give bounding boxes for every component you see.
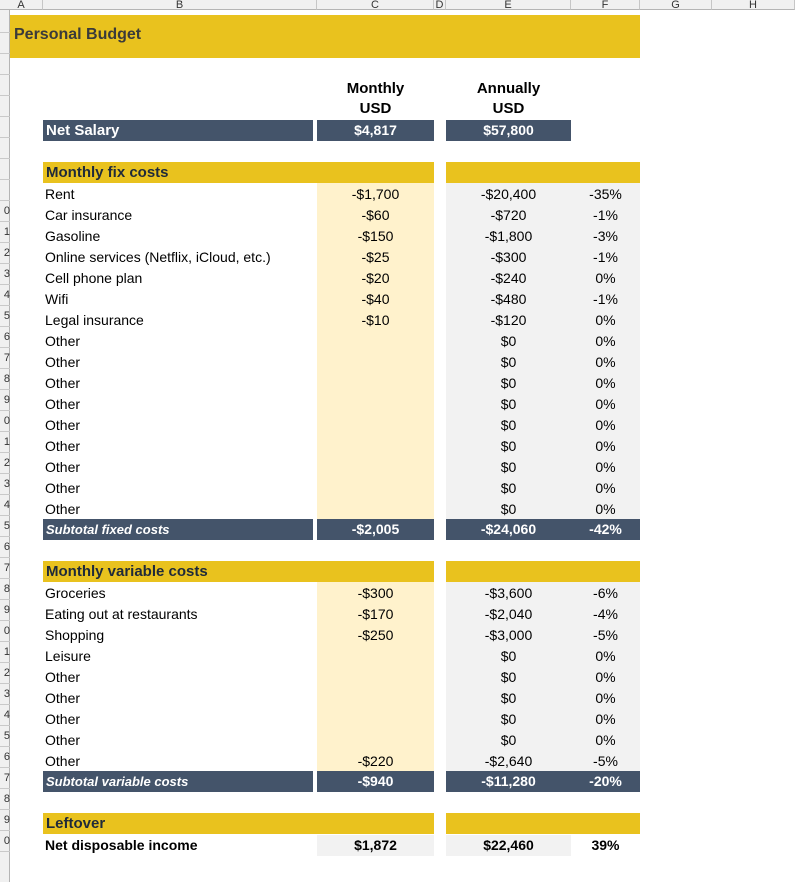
fixed-item-annually[interactable]: -$1,800: [484, 228, 533, 244]
fixed-item-label[interactable]: Other: [45, 459, 81, 475]
row-header[interactable]: 1: [0, 642, 10, 663]
variable-item-percent[interactable]: -5%: [593, 627, 618, 643]
fixed-item-annually[interactable]: -$720: [490, 207, 527, 223]
subtotal-variable-percent[interactable]: -20%: [571, 771, 640, 792]
fixed-item-monthly[interactable]: -$25: [361, 249, 390, 265]
fixed-item-percent[interactable]: -1%: [593, 249, 618, 265]
variable-item-annually[interactable]: $0: [500, 732, 517, 748]
fixed-item-monthly[interactable]: [317, 331, 434, 352]
subtotal-variable-annually[interactable]: -$11,280: [446, 771, 571, 792]
row-header[interactable]: 4: [0, 495, 10, 516]
fixed-item-percent[interactable]: 0%: [595, 459, 616, 475]
fixed-costs-section-band: [446, 162, 640, 183]
variable-item-monthly[interactable]: -$250: [357, 627, 394, 643]
row-header[interactable]: 2: [0, 453, 10, 474]
net-disposable-income-percent[interactable]: 39%: [591, 837, 620, 853]
fixed-item-percent[interactable]: -1%: [593, 291, 618, 307]
variable-item-label[interactable]: Shopping: [45, 627, 105, 643]
variable-item-monthly[interactable]: [317, 646, 434, 667]
fixed-item-label[interactable]: Other: [45, 501, 81, 517]
net-disposable-income-monthly[interactable]: $1,872: [317, 835, 434, 856]
fixed-item-annually[interactable]: -$240: [490, 270, 527, 286]
fixed-item-percent[interactable]: 0%: [595, 375, 616, 391]
fixed-item-annually[interactable]: $0: [500, 459, 517, 475]
fixed-item-monthly[interactable]: [317, 373, 434, 394]
fixed-item-percent[interactable]: -1%: [593, 207, 618, 223]
column-header-g[interactable]: G: [640, 0, 712, 10]
fixed-item-label[interactable]: Car insurance: [45, 207, 133, 223]
variable-item-label[interactable]: Other: [45, 732, 81, 748]
row-header[interactable]: 0: [0, 831, 10, 852]
fixed-item-label[interactable]: Other: [45, 438, 81, 454]
fixed-item-annually[interactable]: $0: [500, 375, 517, 391]
fixed-item-label[interactable]: Online services (Netflix, iCloud, etc.): [45, 249, 271, 265]
row-header[interactable]: [0, 138, 10, 159]
column-header-c[interactable]: C: [317, 0, 434, 10]
variable-item-annually[interactable]: -$2,040: [484, 606, 533, 622]
variable-item-annually[interactable]: -$3,000: [484, 627, 533, 643]
column-header-a[interactable]: A: [0, 0, 43, 10]
variable-item-label[interactable]: Other: [45, 711, 81, 727]
net-salary-label[interactable]: Net Salary: [43, 120, 313, 141]
fixed-item-label[interactable]: Legal insurance: [45, 312, 144, 328]
fixed-item-percent[interactable]: 0%: [595, 333, 616, 349]
fixed-item-annually[interactable]: -$300: [490, 249, 527, 265]
column-header-h[interactable]: H: [712, 0, 795, 10]
fixed-item-label[interactable]: Other: [45, 354, 81, 370]
row-header[interactable]: 4: [0, 285, 10, 306]
fixed-item-percent[interactable]: 0%: [595, 501, 616, 517]
row-header[interactable]: 0: [0, 621, 10, 642]
subtotal-fixed-monthly[interactable]: -$2,005: [317, 519, 434, 540]
fixed-item-monthly[interactable]: -$60: [361, 207, 390, 223]
subtotal-variable-label[interactable]: Subtotal variable costs: [43, 771, 313, 792]
fixed-item-label[interactable]: Wifi: [45, 291, 69, 307]
row-header[interactable]: 3: [0, 474, 10, 495]
fixed-item-monthly[interactable]: -$20: [361, 270, 390, 286]
row-header[interactable]: 7: [0, 348, 10, 369]
variable-item-label[interactable]: Groceries: [45, 585, 106, 601]
fixed-item-monthly[interactable]: [317, 457, 434, 478]
row-header[interactable]: [0, 33, 10, 54]
fixed-item-monthly[interactable]: [317, 436, 434, 457]
fixed-item-percent[interactable]: 0%: [595, 417, 616, 433]
subtotal-fixed-annually[interactable]: -$24,060: [446, 519, 571, 540]
column-header-b[interactable]: B: [43, 0, 317, 10]
fixed-item-monthly[interactable]: -$150: [357, 228, 394, 244]
variable-costs-section-band: [446, 561, 640, 582]
row-header[interactable]: 1: [0, 432, 10, 453]
row-header[interactable]: 5: [0, 516, 10, 537]
variable-costs-section-title[interactable]: Monthly variable costs: [43, 561, 434, 582]
row-header[interactable]: 9: [0, 810, 10, 831]
row-header[interactable]: 3: [0, 684, 10, 705]
net-disposable-income-label[interactable]: Net disposable income: [45, 837, 198, 853]
fixed-item-monthly[interactable]: -$40: [361, 291, 390, 307]
monthly-unit: USD: [359, 100, 392, 117]
row-header[interactable]: 0: [0, 201, 10, 222]
net-salary-monthly[interactable]: $4,817: [317, 120, 434, 141]
annually-header: Annually: [476, 80, 541, 97]
net-salary-annually[interactable]: $57,800: [446, 120, 571, 141]
subtotal-variable-monthly[interactable]: -$940: [317, 771, 434, 792]
row-header[interactable]: [0, 75, 10, 96]
variable-item-percent[interactable]: -6%: [593, 585, 618, 601]
variable-item-monthly[interactable]: [317, 667, 434, 688]
row-header[interactable]: 5: [0, 726, 10, 747]
row-header[interactable]: 5: [0, 306, 10, 327]
annually-unit: USD: [492, 100, 525, 117]
fixed-item-percent[interactable]: -3%: [593, 228, 618, 244]
variable-item-annually[interactable]: -$3,600: [484, 585, 533, 601]
row-header[interactable]: [0, 180, 10, 201]
fixed-item-annually[interactable]: $0: [500, 333, 517, 349]
row-header[interactable]: 2: [0, 243, 10, 264]
row-header[interactable]: 2: [0, 663, 10, 684]
variable-item-percent[interactable]: 0%: [595, 711, 616, 727]
column-header-e[interactable]: E: [446, 0, 571, 10]
variable-item-monthly[interactable]: [317, 730, 434, 751]
row-header[interactable]: 3: [0, 264, 10, 285]
variable-item-label[interactable]: Other: [45, 669, 81, 685]
fixed-item-percent[interactable]: 0%: [595, 438, 616, 454]
variable-item-monthly[interactable]: [317, 709, 434, 730]
row-header[interactable]: 6: [0, 327, 10, 348]
fixed-item-percent[interactable]: 0%: [595, 270, 616, 286]
fixed-item-percent[interactable]: 0%: [595, 312, 616, 328]
fixed-item-monthly[interactable]: -$1,700: [351, 186, 400, 202]
fixed-item-monthly[interactable]: [317, 394, 434, 415]
fixed-item-annually[interactable]: $0: [500, 354, 517, 370]
leftover-section-title[interactable]: Leftover: [43, 813, 434, 834]
monthly-header: Monthly: [346, 80, 405, 97]
row-header[interactable]: [0, 159, 10, 180]
row-header[interactable]: [0, 96, 10, 117]
fixed-item-percent[interactable]: -35%: [589, 186, 622, 202]
fixed-item-label[interactable]: Rent: [45, 186, 75, 202]
fixed-item-annually[interactable]: -$120: [490, 312, 527, 328]
fixed-item-monthly[interactable]: [317, 478, 434, 499]
row-header[interactable]: 9: [0, 600, 10, 621]
variable-item-monthly[interactable]: -$220: [357, 753, 394, 769]
fixed-item-percent[interactable]: 0%: [595, 396, 616, 412]
row-header[interactable]: [0, 12, 10, 33]
variable-item-label[interactable]: Leisure: [45, 648, 91, 664]
column-header-d[interactable]: D: [434, 0, 446, 10]
fixed-item-label[interactable]: Other: [45, 396, 81, 412]
variable-item-percent[interactable]: 0%: [595, 690, 616, 706]
variable-item-monthly[interactable]: -$170: [357, 606, 394, 622]
variable-item-annually[interactable]: $0: [500, 648, 517, 664]
variable-item-label[interactable]: Other: [45, 690, 81, 706]
row-header[interactable]: 4: [0, 705, 10, 726]
variable-item-percent[interactable]: 0%: [595, 648, 616, 664]
row-header[interactable]: 0: [0, 411, 10, 432]
variable-item-percent[interactable]: -5%: [593, 753, 618, 769]
row-header[interactable]: 7: [0, 768, 10, 789]
row-header[interactable]: 1: [0, 222, 10, 243]
column-header-f[interactable]: F: [571, 0, 640, 10]
variable-item-annually[interactable]: $0: [500, 690, 517, 706]
net-disposable-income-annually[interactable]: $22,460: [446, 835, 571, 856]
row-header[interactable]: 7: [0, 558, 10, 579]
row-header[interactable]: 9: [0, 390, 10, 411]
fixed-item-annually[interactable]: $0: [500, 396, 517, 412]
fixed-item-monthly[interactable]: [317, 415, 434, 436]
variable-item-annually[interactable]: $0: [500, 711, 517, 727]
fixed-item-percent[interactable]: 0%: [595, 354, 616, 370]
fixed-item-monthly[interactable]: [317, 352, 434, 373]
fixed-item-annually[interactable]: $0: [500, 501, 517, 517]
page-title: Personal Budget: [14, 26, 142, 43]
fixed-item-label[interactable]: Other: [45, 375, 81, 391]
fixed-item-label[interactable]: Other: [45, 333, 81, 349]
variable-item-label[interactable]: Eating out at restaurants: [45, 606, 198, 622]
row-header[interactable]: [0, 117, 10, 138]
fixed-item-annually[interactable]: -$480: [490, 291, 527, 307]
variable-item-percent[interactable]: 0%: [595, 732, 616, 748]
row-header[interactable]: 6: [0, 747, 10, 768]
fixed-costs-section-title[interactable]: Monthly fix costs: [43, 162, 434, 183]
row-header[interactable]: 8: [0, 789, 10, 810]
fixed-item-monthly[interactable]: [317, 499, 434, 520]
fixed-item-monthly[interactable]: -$10: [361, 312, 390, 328]
fixed-item-label[interactable]: Cell phone plan: [45, 270, 143, 286]
row-header[interactable]: [0, 54, 10, 75]
fixed-item-label[interactable]: Gasoline: [45, 228, 101, 244]
row-header[interactable]: 8: [0, 579, 10, 600]
variable-item-percent[interactable]: 0%: [595, 669, 616, 685]
fixed-item-percent[interactable]: 0%: [595, 480, 616, 496]
variable-item-label[interactable]: Other: [45, 753, 81, 769]
variable-item-monthly[interactable]: -$300: [357, 585, 394, 601]
fixed-item-annually[interactable]: $0: [500, 480, 517, 496]
fixed-item-annually[interactable]: -$20,400: [480, 186, 537, 202]
row-header[interactable]: 6: [0, 537, 10, 558]
variable-item-percent[interactable]: -4%: [593, 606, 618, 622]
fixed-item-annually[interactable]: $0: [500, 417, 517, 433]
variable-item-annually[interactable]: $0: [500, 669, 517, 685]
variable-item-monthly[interactable]: [317, 688, 434, 709]
subtotal-fixed-label[interactable]: Subtotal fixed costs: [43, 519, 313, 540]
leftover-section-band: [446, 813, 640, 834]
row-header[interactable]: 8: [0, 369, 10, 390]
fixed-item-annually[interactable]: $0: [500, 438, 517, 454]
variable-item-annually[interactable]: -$2,640: [484, 753, 533, 769]
fixed-item-label[interactable]: Other: [45, 417, 81, 433]
fixed-item-label[interactable]: Other: [45, 480, 81, 496]
subtotal-fixed-percent[interactable]: -42%: [571, 519, 640, 540]
